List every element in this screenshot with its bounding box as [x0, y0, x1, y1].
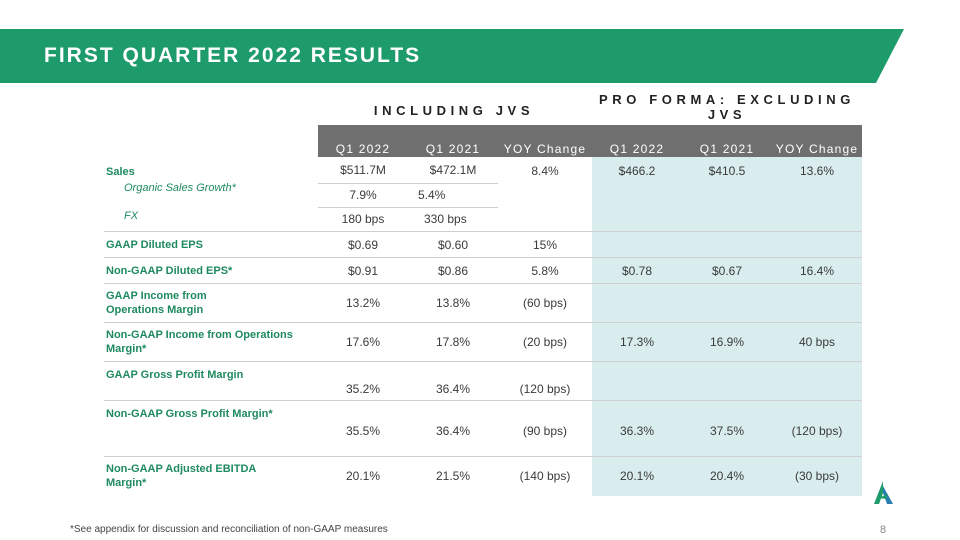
cell-organic-q1-2022: 7.9% — [349, 188, 377, 202]
cell-organic-q1-2021: 5.4% — [418, 188, 446, 202]
table-row — [104, 284, 862, 323]
page-number: 8 — [880, 524, 887, 536]
col-header-pf-q1-2021: Q1 2021 — [682, 125, 772, 157]
table-cell: 13.2% — [318, 284, 408, 323]
group-heading-including-jvs: INCLUDING JVS — [373, 103, 535, 118]
group-heading-pro-forma: PRO FORMA: EXCLUDING JVS — [599, 92, 855, 122]
table-cell: $0.69 — [318, 232, 408, 258]
col-header-pf-q1-2022: Q1 2022 — [592, 125, 682, 157]
cell-sales-pf-q1-2021: $410.5 — [682, 157, 772, 232]
table-cell: 17.3% — [592, 323, 682, 362]
table-cell: $0.86 — [408, 258, 498, 284]
footnote: *See appendix for discussion and reconciliation of non-GAAP measures — [70, 524, 388, 535]
table-cell: 20.4% — [682, 457, 772, 496]
table-row — [104, 258, 862, 284]
table-cell — [772, 362, 862, 401]
sales-incl-values — [318, 157, 498, 232]
table-cell — [772, 284, 862, 323]
table-cell: 36.4% — [408, 362, 498, 401]
table-cell: (120 bps) — [498, 362, 592, 401]
table-cell — [772, 232, 862, 258]
table-cell: $0.78 — [592, 258, 682, 284]
table-cell: (30 bps) — [772, 457, 862, 496]
table-cell: 20.1% — [345, 469, 381, 484]
results-table — [104, 125, 862, 496]
table-cell: 17.8% — [408, 323, 498, 362]
table-cell — [592, 362, 682, 401]
row-label: GAAP Gross Profit Margin — [104, 362, 318, 401]
table-cell: $0.60 — [408, 232, 498, 258]
table-row — [104, 401, 862, 457]
table-cell — [682, 232, 772, 258]
cell-fx-q1-2021: 330 bps — [424, 212, 467, 227]
table-cell — [592, 232, 682, 258]
cell-sales-incl-yoy: 8.4% — [498, 157, 592, 232]
table-cell: (20 bps) — [498, 323, 592, 362]
table-row — [104, 457, 862, 496]
table-cell: 37.5% — [682, 401, 772, 457]
row-label: Non-GAAP Adjusted EBITDA Margin* — [106, 463, 256, 490]
table-cell: (120 bps) — [772, 401, 862, 457]
row-label-sales: Sales — [106, 166, 135, 178]
table-cell: $0.91 — [318, 258, 408, 284]
row-label: Non-GAAP Gross Profit Margin* — [104, 401, 318, 457]
table-cell: 36.4% — [408, 401, 498, 457]
row-label-organic-sales-growth: Organic Sales Growth* — [124, 182, 236, 194]
table-cell: 20.1% — [592, 457, 682, 496]
table-cell: 21.5% — [435, 469, 471, 484]
cell-sales-incl-q1-2022: $511.7M — [340, 162, 386, 177]
table-cell — [592, 284, 682, 323]
table-cell — [682, 284, 772, 323]
table-cell: 35.5% — [318, 401, 408, 457]
row-label: GAAP Income from Operations Margin — [104, 284, 318, 323]
column-header-row — [104, 125, 862, 157]
table-cell: 35.2% — [318, 362, 408, 401]
table-cell: 15% — [498, 232, 592, 258]
table-cell: 16.9% — [682, 323, 772, 362]
table-row — [104, 323, 862, 362]
col-header-incl-q1-2021: Q1 2021 — [408, 125, 498, 157]
table-cell: $0.67 — [682, 258, 772, 284]
company-logo-icon — [872, 480, 894, 506]
cell-sales-pf-q1-2022: $466.2 — [592, 157, 682, 232]
table-cell: 17.6% — [318, 323, 408, 362]
table-cell: (60 bps) — [498, 284, 592, 323]
row-label: Non-GAAP Income from Operations Margin* — [104, 323, 318, 362]
header-blank-cell — [104, 125, 318, 157]
table-cell: (90 bps) — [498, 401, 592, 457]
table-row-sales — [104, 157, 862, 232]
table-cell: (140 bps) — [519, 469, 571, 484]
row-label-fx: FX — [124, 210, 139, 222]
table-cell: 5.8% — [498, 258, 592, 284]
col-header-incl-q1-2022: Q1 2022 — [318, 125, 408, 157]
table-row — [104, 232, 862, 258]
table-cell: 16.4% — [772, 258, 862, 284]
table-cell: 13.8% — [408, 284, 498, 323]
col-header-pf-yoy: YOY Change — [772, 125, 862, 157]
table-cell: 36.3% — [592, 401, 682, 457]
row-label: Non-GAAP Diluted EPS* — [104, 258, 318, 284]
col-header-incl-yoy: YOY Change — [498, 125, 592, 157]
table-cell: 40 bps — [772, 323, 862, 362]
cell-fx-q1-2022: 180 bps — [341, 212, 385, 227]
row-label: GAAP Diluted EPS — [104, 232, 318, 258]
cell-sales-incl-q1-2021: $472.1M — [429, 162, 477, 177]
table-row — [104, 362, 862, 401]
cell-sales-pf-yoy: 13.6% — [772, 157, 862, 232]
table-cell — [682, 362, 772, 401]
page-title: FIRST QUARTER 2022 RESULTS — [44, 44, 422, 67]
